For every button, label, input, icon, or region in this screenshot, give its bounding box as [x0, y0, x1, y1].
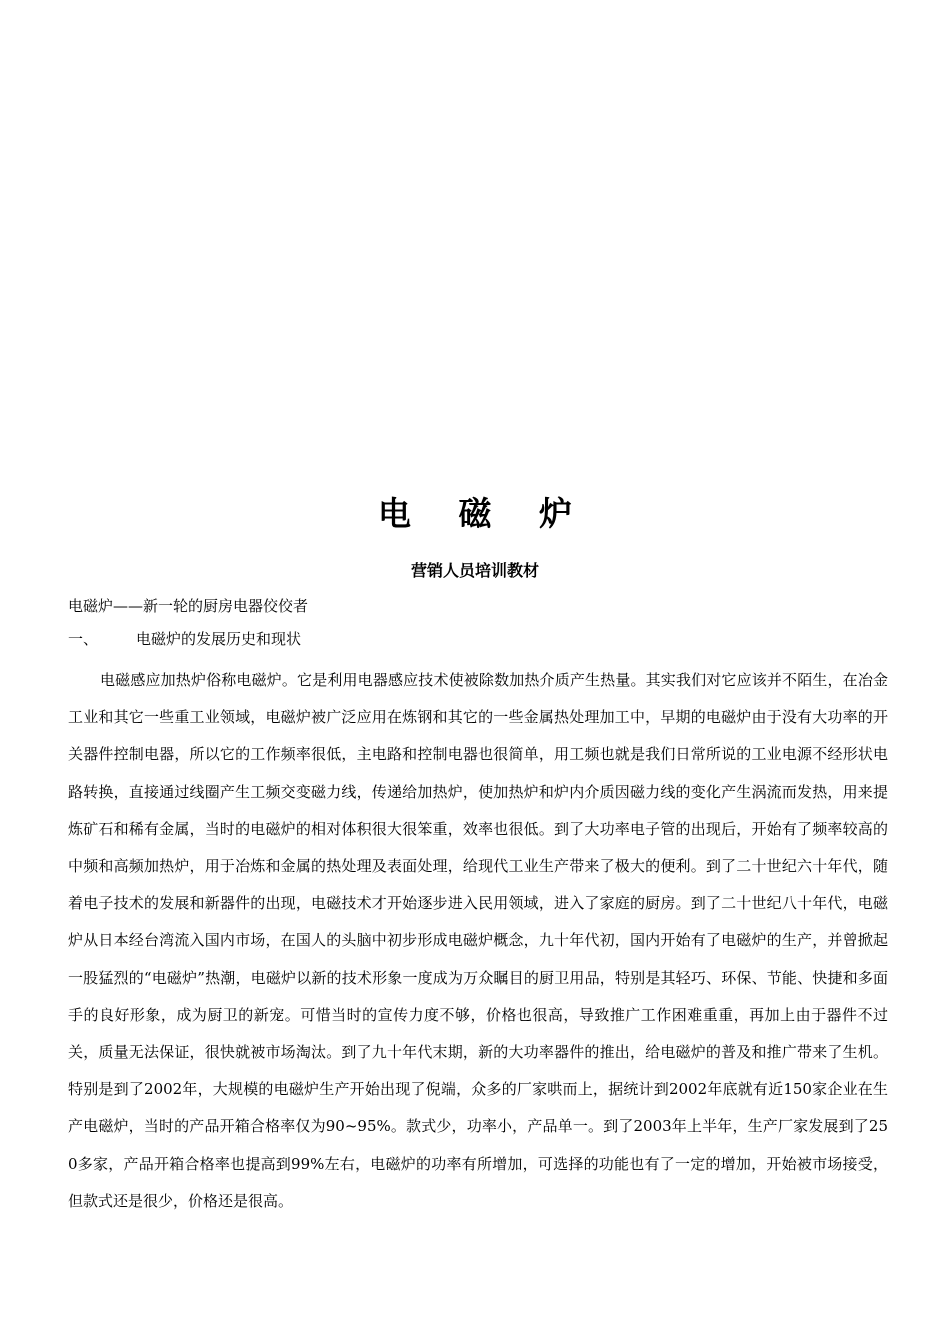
- body-paragraph: 电磁感应加热炉俗称电磁炉。它是利用电器感应技术使被除数加热介质产生热量。其实我们对它应该并不陌生，在冶金工业和其它一些重工业领域，电磁炉被广泛应用在炼钢和其它的一些金属热处理加工中，早期的电磁炉由于没有大功率的开关器件控制电器，所以它的工作频率很低，主电路和控制电器也很简单，用工频也就是我们日常所说的工业电源不经形状电路转换，直接通过线圈产生工频交变磁力线，传递给加热炉，使加热炉和炉内介质因磁力线的变化产生涡流而发热，用来提炼矿石和稀有金属，当时的电磁炉的相对体积很大很笨重，效率也很低。到了大功率电子管的出现后，开始有了频率较高的中频和高频加热炉，用于冶炼和金属的热处理及表面处理，给现代工业生产带来了极大的便利。到了二十世纪六十年代，随着电子技术的发展和新器件的出现，电磁技术才开始逐步进入民用领域，进入了家庭的厨房。到了二十世纪八十年代，电磁炉从日本经台湾流入国内市场，在国人的头脑中初步形成电磁炉概念，九十年代初，国内开始有了电磁炉的生产，并曾掀起一股猛烈的“电磁炉”热潮，电磁炉以新的技术形象一度成为万众瞩目的厨卫用品，特别是其轻巧、环保、节能、快捷和多面手的良好形象，成为厨卫的新宠。可惜当时的宣传力度不够，价格也很高，导致推广工作困难重重，再加上由于器件不过关，质量无法保证，很快就被市场淘汰。到了九十年代末期，新的大功率器件的推出，给电磁炉的普及和推广带来了生机。特别是到了2002年，大规模的电磁炉生产开始出现了倪端，众多的厂家哄而上，据统计到2002年底就有近150家企业在生产电磁炉，当时的产品开箱合格率仅为90~95%。款式少，功率小，产品单一。到了2003年上半年，生产厂家发展到了250多家，产品开箱合格率也提高到99%左右，电磁炉的功率有所增加，可选择的功能也有了一定的增加，开始被市场接受，但款式还是很少，价格还是很高。: [68, 671, 888, 1210]
- document-tagline: 电磁炉——新一轮的厨房电器佼佼者: [68, 597, 309, 615]
- document-subtitle: 营销人员培训教材: [410, 561, 539, 580]
- section-heading: [68, 627, 301, 651]
- section-heading-text: 电磁炉的发展历史和现状: [136, 630, 302, 648]
- section-number: 一、: [68, 630, 99, 648]
- document-title: 电 磁 炉: [378, 494, 590, 533]
